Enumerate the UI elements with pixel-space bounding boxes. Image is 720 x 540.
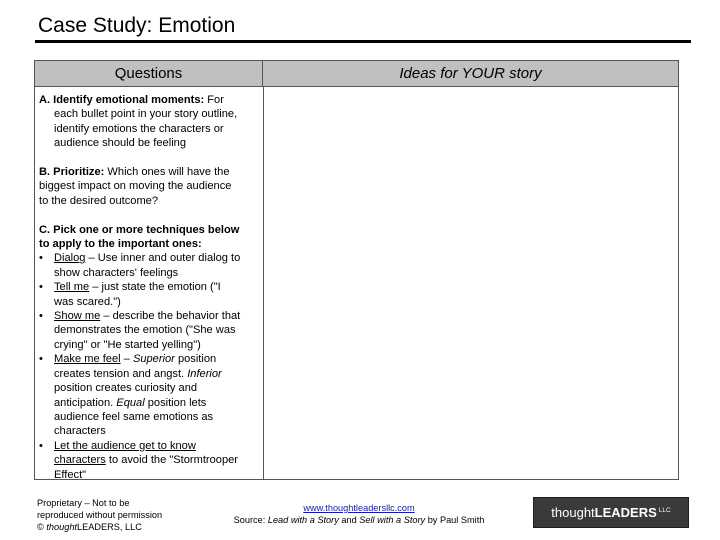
technique-text: anticipation. <box>54 396 117 409</box>
step-c-label: C. Pick one or more techniques below <box>39 223 240 236</box>
step-b <box>39 165 261 208</box>
step-b-text: Which ones will have the <box>104 166 230 179</box>
technique-make-me-feel <box>39 352 261 438</box>
technique-text: was scared.") <box>54 295 121 308</box>
technique-tell-me <box>39 280 261 309</box>
column-divider <box>263 87 264 479</box>
technique-text: Effect" <box>54 468 87 481</box>
technique-text: position creates curiosity and <box>54 382 198 395</box>
technique-text: position <box>174 353 217 366</box>
technique-name: characters <box>54 454 106 467</box>
step-a-line: identify emotions the characters or <box>54 122 224 135</box>
copyright-brand: thought <box>46 522 77 533</box>
bullet-icon: • <box>39 439 43 452</box>
technique-text: Equal <box>116 396 145 409</box>
technique-text: – just state the emotion ("I <box>89 281 221 294</box>
technique-text: Superior <box>132 353 175 366</box>
bullet-icon: • <box>39 353 43 366</box>
website-link[interactable]: www.thoughtleadersllc.com <box>303 503 415 513</box>
technique-text: characters <box>54 425 106 438</box>
logo-text: thought <box>551 505 595 520</box>
step-a-text: For <box>204 94 224 106</box>
technique-text: audience feel same emotions as <box>54 410 214 423</box>
notice-line: reproduced without permission <box>37 510 163 521</box>
proprietary-notice <box>37 497 162 534</box>
copyright-symbol: © <box>37 522 47 533</box>
questions-header: Questions <box>35 61 263 87</box>
source-text: Source: <box>233 515 268 526</box>
bullet-icon: • <box>39 252 43 265</box>
source-text: by Paul Smith <box>425 515 485 526</box>
logo-text: LLC <box>658 507 671 514</box>
step-a-line: each bullet point in your story outline, <box>54 108 238 121</box>
book-title: Lead with a Story <box>267 515 339 526</box>
technique-text: Inferior <box>187 367 222 380</box>
copyright <box>37 521 162 533</box>
step-b-line: to the desired outcome? <box>39 194 159 207</box>
technique-text: creates tension and angst. <box>54 367 188 380</box>
step-b-line: biggest impact on moving the audience <box>39 180 232 193</box>
technique-text: position lets <box>144 396 207 409</box>
technique-text: to avoid the "Stormtrooper <box>105 454 238 467</box>
notice-line: Proprietary – Not to be <box>37 498 130 508</box>
source-text: and <box>338 515 360 526</box>
logo-text: LEADERS <box>594 505 657 520</box>
technique-text: show characters' feelings <box>54 266 179 279</box>
bullet-icon: • <box>39 281 43 294</box>
technique-text: – describe the behavior that <box>100 310 241 323</box>
ideas-header: Ideas for YOUR story <box>263 61 678 87</box>
technique-show-me <box>39 309 261 352</box>
copyright-brand: LEADERS, LLC <box>76 522 142 533</box>
step-a-line: audience should be feeling <box>54 137 186 150</box>
step-a-label: A. Identify emotional moments: <box>39 94 205 106</box>
technique-text: crying" or "He started yelling") <box>54 338 201 351</box>
page-title: Case Study: Emotion <box>38 14 236 37</box>
technique-text: – Use inner and outer dialog to <box>85 252 241 265</box>
technique-text: demonstrates the emotion ("She was <box>54 324 236 337</box>
technique-name: Make me feel <box>54 353 121 366</box>
technique-name: Show me <box>54 310 101 323</box>
step-a <box>39 93 261 151</box>
technique-dialog <box>39 251 261 280</box>
questions-cell <box>39 93 261 482</box>
technique-text: – <box>120 353 133 366</box>
book-title: Sell with a Story <box>359 515 426 526</box>
source-credit <box>224 502 494 526</box>
technique-name: Let the audience get to know <box>54 439 196 452</box>
technique-know-characters <box>39 439 261 482</box>
worksheet-table <box>34 60 679 480</box>
step-c-label: to apply to the important ones: <box>39 238 202 251</box>
technique-name: Tell me <box>54 281 90 294</box>
step-c <box>39 223 261 482</box>
step-b-label: B. Prioritize: <box>39 166 105 179</box>
thoughtleaders-logo <box>533 497 689 528</box>
title-divider <box>35 40 691 43</box>
bullet-icon: • <box>39 310 43 323</box>
technique-name: Dialog <box>54 252 86 265</box>
